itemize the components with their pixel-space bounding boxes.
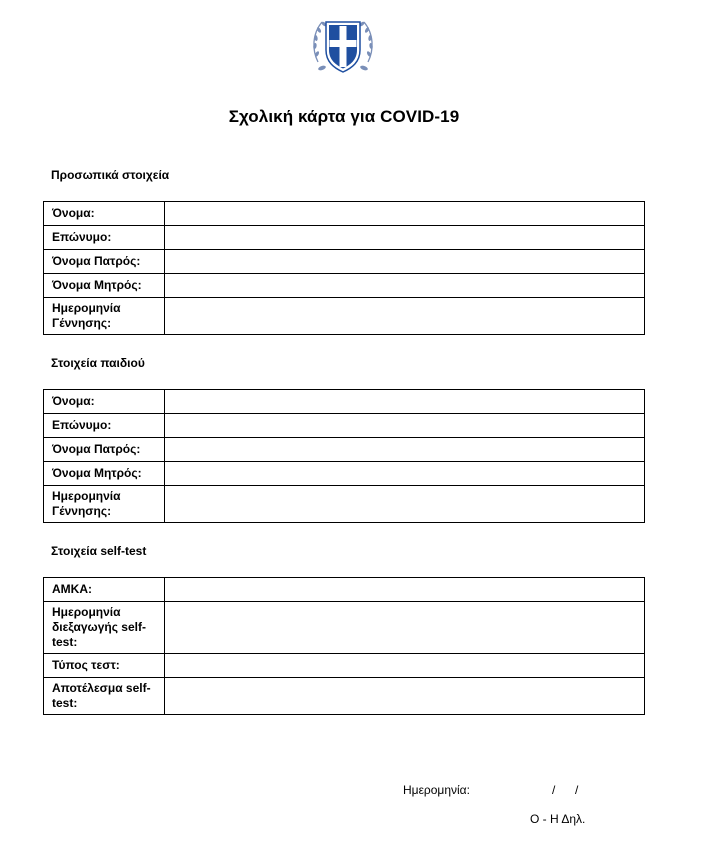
table-row — [44, 202, 645, 226]
field-label: Τύπος τεστ: — [44, 654, 165, 678]
coat-of-arms-icon — [308, 10, 378, 80]
selftest-details-table — [43, 577, 645, 715]
child-birth-date-field[interactable] — [165, 486, 645, 523]
field-label: Ημερομηνία Γέννησης: — [44, 486, 165, 523]
mother-name-field[interactable] — [165, 274, 645, 298]
field-label: Επώνυμο: — [44, 414, 165, 438]
field-label: Όνομα Πατρός: — [44, 250, 165, 274]
section-heading-personal: Προσωπικά στοιχεία — [51, 168, 170, 182]
table-row — [44, 298, 645, 335]
table-row — [44, 414, 645, 438]
table-row — [44, 274, 645, 298]
section-heading-selftest: Στοιχεία self-test — [51, 544, 147, 558]
table-row — [44, 462, 645, 486]
child-details-table — [43, 389, 645, 523]
first-name-field[interactable] — [165, 202, 645, 226]
table-row — [44, 250, 645, 274]
field-label: Επώνυμο: — [44, 226, 165, 250]
date-separator: / — [575, 783, 579, 797]
field-label: Όνομα Πατρός: — [44, 438, 165, 462]
field-label: ΑΜΚΑ: — [44, 578, 165, 602]
table-row — [44, 654, 645, 678]
field-label: Αποτέλεσμα self-test: — [44, 678, 165, 715]
table-row — [44, 602, 645, 654]
field-label: Ημερομηνία Γέννησης: — [44, 298, 165, 335]
birth-date-field[interactable] — [165, 298, 645, 335]
signature-label: Ο - Η Δηλ. — [530, 812, 586, 826]
date-separator: / — [552, 783, 556, 797]
footer-date — [403, 783, 579, 797]
table-row — [44, 486, 645, 523]
personal-details-table — [43, 201, 645, 335]
child-mother-name-field[interactable] — [165, 462, 645, 486]
child-father-name-field[interactable] — [165, 438, 645, 462]
last-name-field[interactable] — [165, 226, 645, 250]
child-first-name-field[interactable] — [165, 390, 645, 414]
field-label: Όνομα Μητρός: — [44, 462, 165, 486]
table-row — [44, 390, 645, 414]
amka-field[interactable] — [165, 578, 645, 602]
table-row — [44, 226, 645, 250]
field-label: Όνομα Μητρός: — [44, 274, 165, 298]
child-last-name-field[interactable] — [165, 414, 645, 438]
section-heading-child: Στοιχεία παιδιού — [51, 356, 145, 370]
test-type-field[interactable] — [165, 654, 645, 678]
father-name-field[interactable] — [165, 250, 645, 274]
table-row — [44, 678, 645, 715]
selftest-date-field[interactable] — [165, 602, 645, 654]
selftest-result-field[interactable] — [165, 678, 645, 715]
document-title: Σχολική κάρτα για COVID-19 — [228, 107, 460, 126]
field-label: Ημερομηνία διεξαγωγής self-test: — [44, 602, 165, 654]
table-row — [44, 438, 645, 462]
date-label: Ημερομηνία: — [403, 783, 470, 797]
table-row — [44, 578, 645, 602]
field-label: Όνομα: — [44, 390, 165, 414]
field-label: Όνομα: — [44, 202, 165, 226]
